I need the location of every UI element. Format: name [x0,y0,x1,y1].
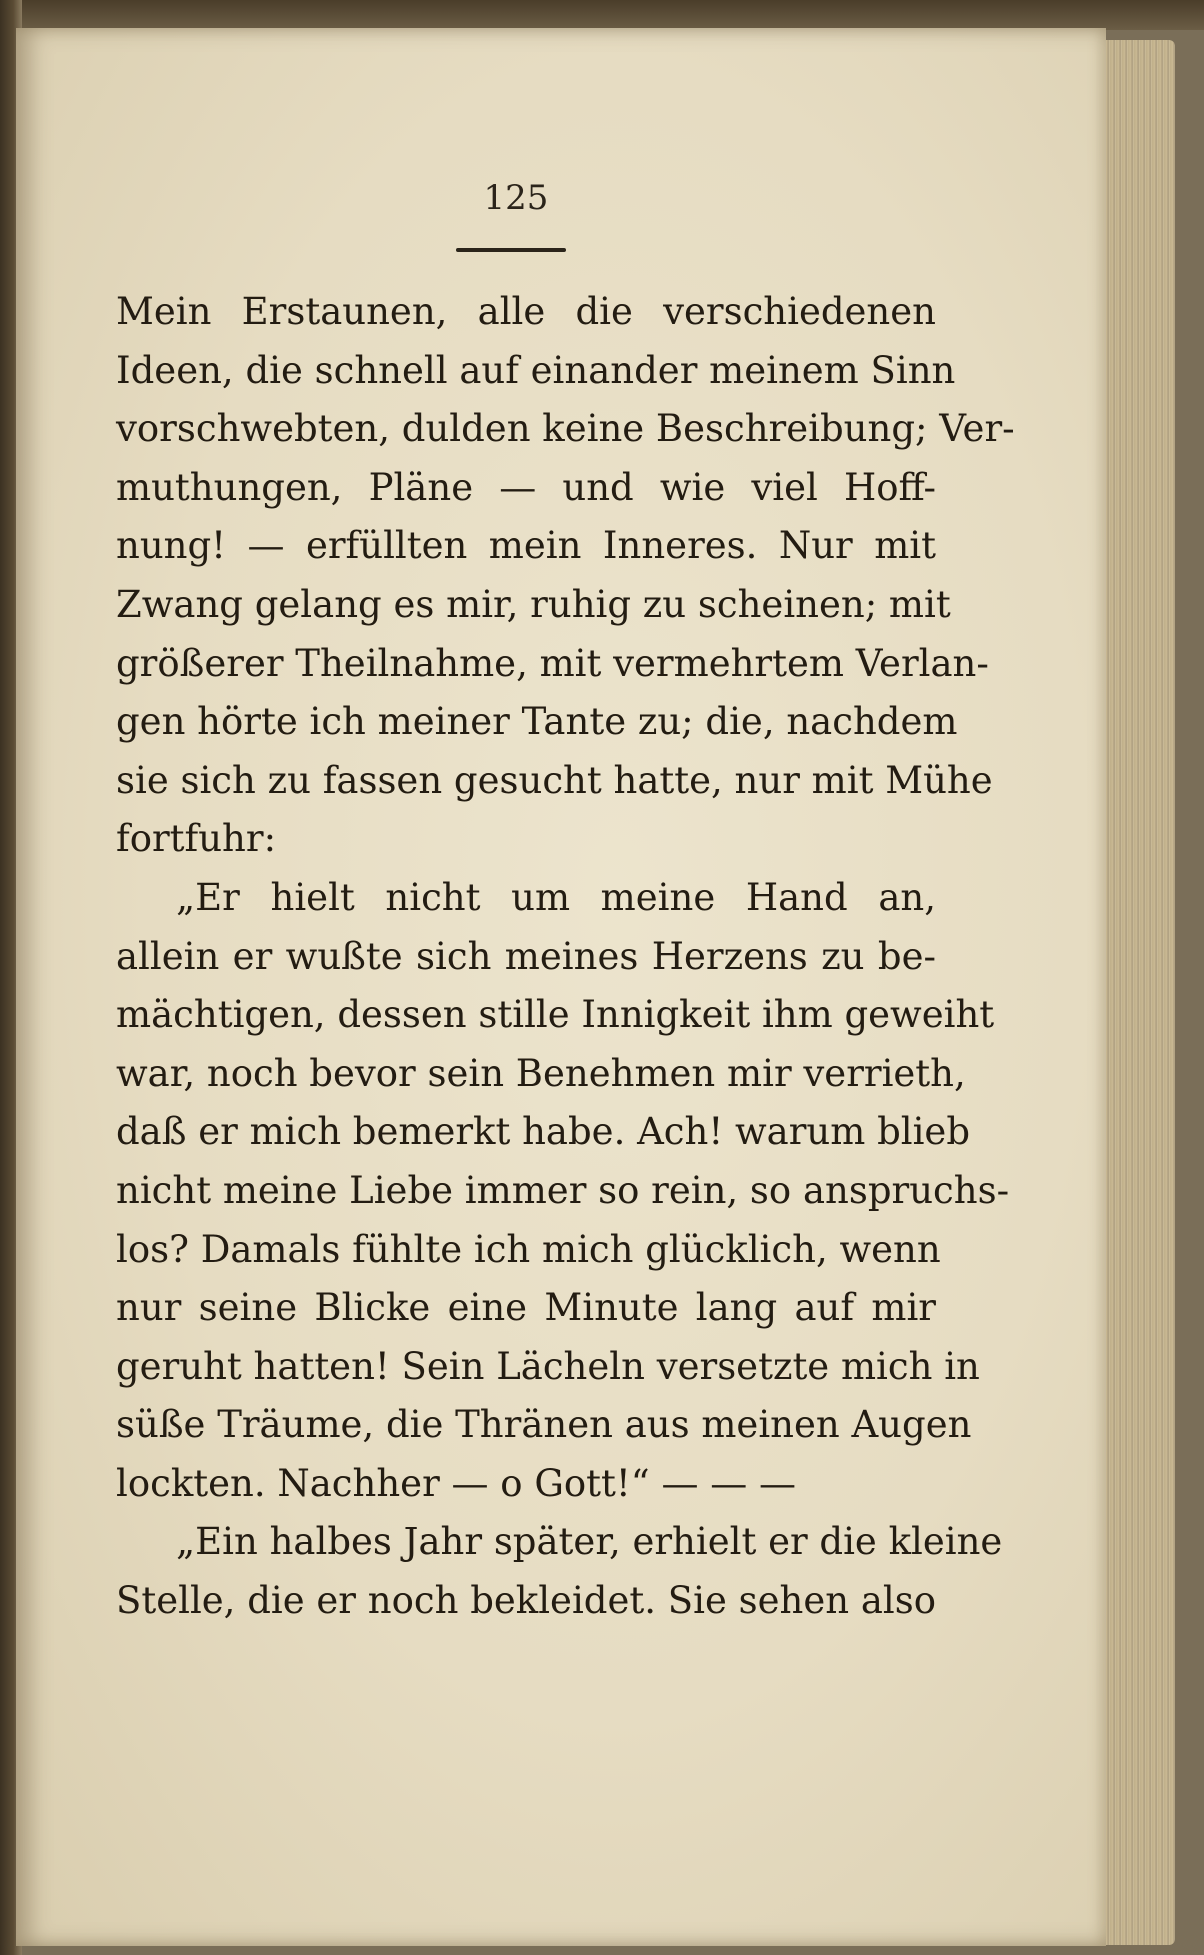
text-line: „Er hielt nicht um meine Hand an, [176,875,936,919]
text-line: fortfuhr: [116,817,277,861]
text-line: gen hörte ich meiner Tante zu; die, nachdem [116,700,958,744]
text-line: sie sich zu fassen gesucht hatte, nur mit Mühe [116,758,993,802]
text-line: größerer Theilnahme, mit vermehrtem Verlan- [116,641,989,685]
page-text [116,283,1015,1631]
text-line: nur seine Blicke eine Minute lang auf mir [116,1286,936,1330]
text-line: mächtigen, dessen stille Innigkeit ihm geweiht [116,993,995,1037]
text-line: muthungen, Pläne — und wie viel Hoff- [116,465,936,509]
text-line: Stelle, die er noch bekleidet. Sie sehen also [116,1579,936,1623]
text-line: daß er mich bemerkt habe. Ach! warum blieb [116,1110,971,1154]
text-line: süße Träume, die Thränen aus meinen Augen [116,1403,972,1447]
text-line: los? Damals fühlte ich mich glücklich, wenn [116,1227,941,1271]
text-line: lockten. Nachher — o Gott!“ — — — [116,1461,796,1505]
text-line: nung! — erfüllten mein Inneres. Nur mit [116,524,936,568]
text-line: Ideen, die schnell auf einander meinem Sinn [116,348,956,392]
text-line: vorschwebten, dulden keine Beschreibung; Ver- [116,407,1015,451]
page-number-rule [456,248,566,252]
page-number: 125 [483,178,549,218]
text-line: Zwang gelang es mir, ruhig zu scheinen; mit [116,582,951,626]
text-line: war, noch bevor sein Benehmen mir verrieth, [116,1051,966,1095]
book-cover-top [0,0,1204,30]
text-line: geruht hatten! Sein Lächeln versetzte mich in [116,1344,980,1388]
text-line: allein er wußte sich meines Herzens zu be- [116,934,936,978]
text-line: Mein Erstaunen, alle die verschiedenen [116,290,936,333]
book-page [16,28,1106,1946]
text-line: nicht meine Liebe immer so rein, so anspruchs- [116,1168,1010,1212]
text-line: „Ein halbes Jahr später, erhielt er die kleine [176,1520,1003,1564]
